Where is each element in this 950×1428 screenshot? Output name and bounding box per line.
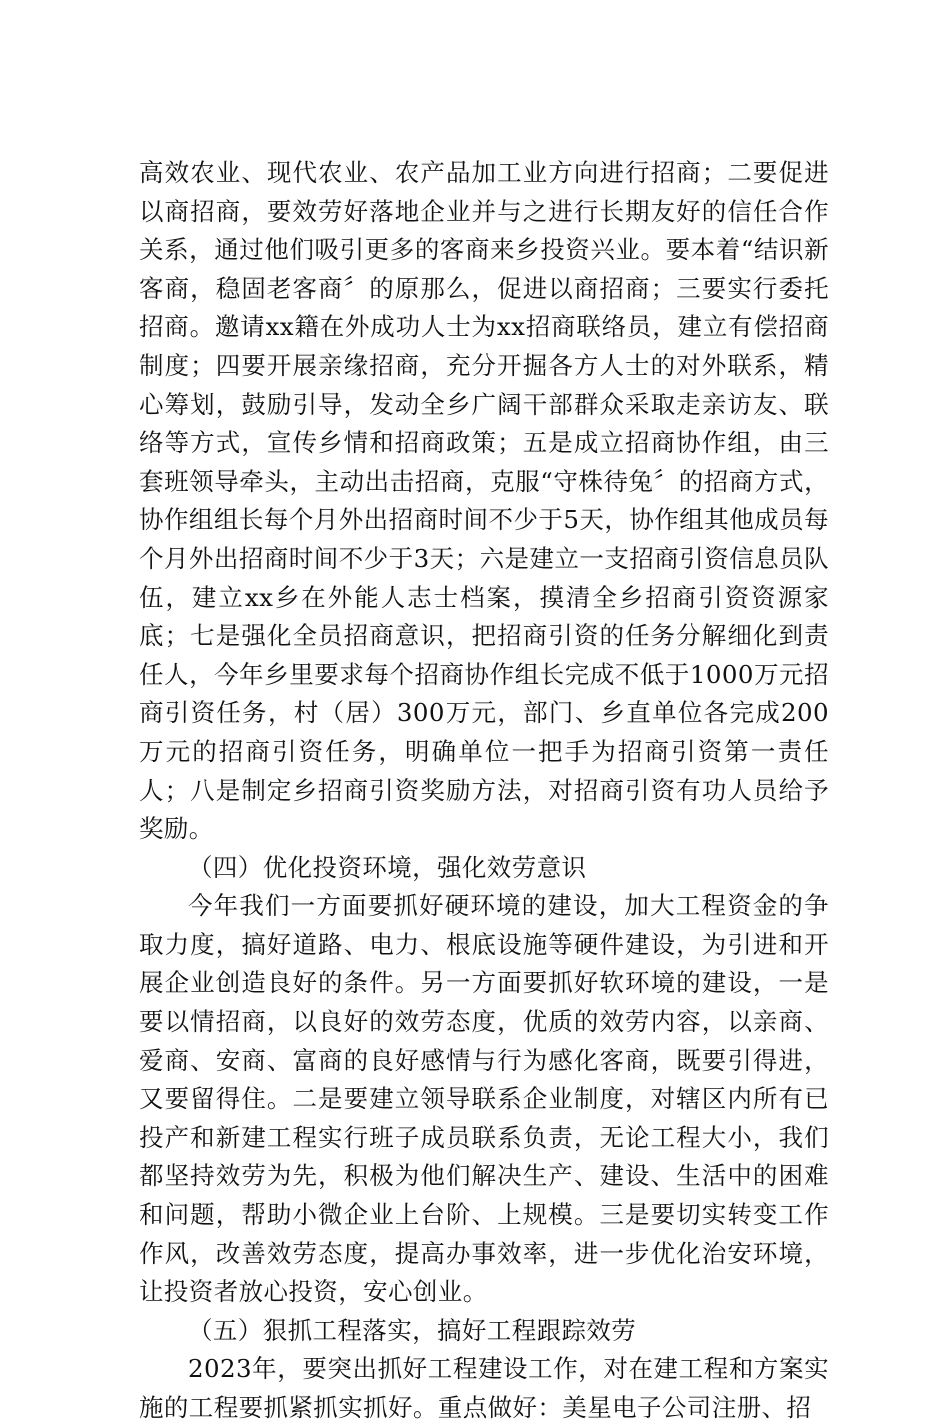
section-heading-5: （五）狠抓工程落实，搞好工程跟踪效劳 xyxy=(188,1315,637,1345)
section-heading-4: （四）优化投资环境，强化效劳意识 xyxy=(188,852,587,882)
document-body xyxy=(139,154,829,1428)
paragraph-projects: 2023年，要突出抓好工程建设工作，对在建工程和方案实施的工程要抓紧抓实抓好。重点做好：美星电子公司注册、招 xyxy=(139,1354,829,1422)
paragraph-environment: 今年我们一方面要抓好硬环境的建设，加大工程资金的争取力度，搞好道路、电力、根底设施等硬件建设，为引进和开展企业创造良好的条件。另一方面要抓好软环境的建设，一是要以情招商，以良好的效劳态度，优质的效劳内容，以亲商、爱商、安商、富商的良好感情与行为感化客商，既要引得进，又要留得住。二是要建立领导联系企业制度，对辖区内所有已投产和新建工程实行班子成员联系负责，无论工程大小，我们都坚持效劳为先，积极为他们解决生产、建设、生活中的困难和问题，帮助小微企业上台阶、上规模。三是要切实转变工作作风，改善效劳态度，提高办事效率，进一步优化治安环境，让投资者放心投资，安心创业。 xyxy=(139,891,829,1307)
paragraph-continuation: 高效农业、现代农业、农产品加工业方向进行招商；二要促进以商招商，要效劳好落地企业并与之进行长期友好的信任合作关系，通过他们吸引更多的客商来乡投资兴业。要本着“结识新客商，稳固老客商〞的原那么，促进以商招商；三要实行委托招商。邀请xx籍在外成功人士为xx招商联络员，建立有偿招商制度；四要开展亲缘招商，充分开掘各方人士的对外联系，精心筹划，鼓励引导，发动全乡广阔干部群众采取走亲访友、联络等方式，宣传乡情和招商政策；五是成立招商协作组，由三套班领导牵头，主动出击招商，克服“守株待兔〞的招商方式，协作组组长每个月外出招商时间不少于5天，协作组其他成员每个月外出招商时间不少于3天；六是建立一支招商引资信息员队伍，建立xx乡在外能人志士档案，摸清全乡招商引资资源家底；七是强化全员招商意识，把招商引资的任务分解细化到责任人，今年乡里要求每个招商协作组长完成不低于1000万元招商引资任务，村（居）300万元，部门、乡直单位各完成200万元的招商引资任务，明确单位一把手为招商引资第一责任人；八是制定乡招商引资奖励方法，对招商引资有功人员给予奖励。 xyxy=(139,158,829,844)
